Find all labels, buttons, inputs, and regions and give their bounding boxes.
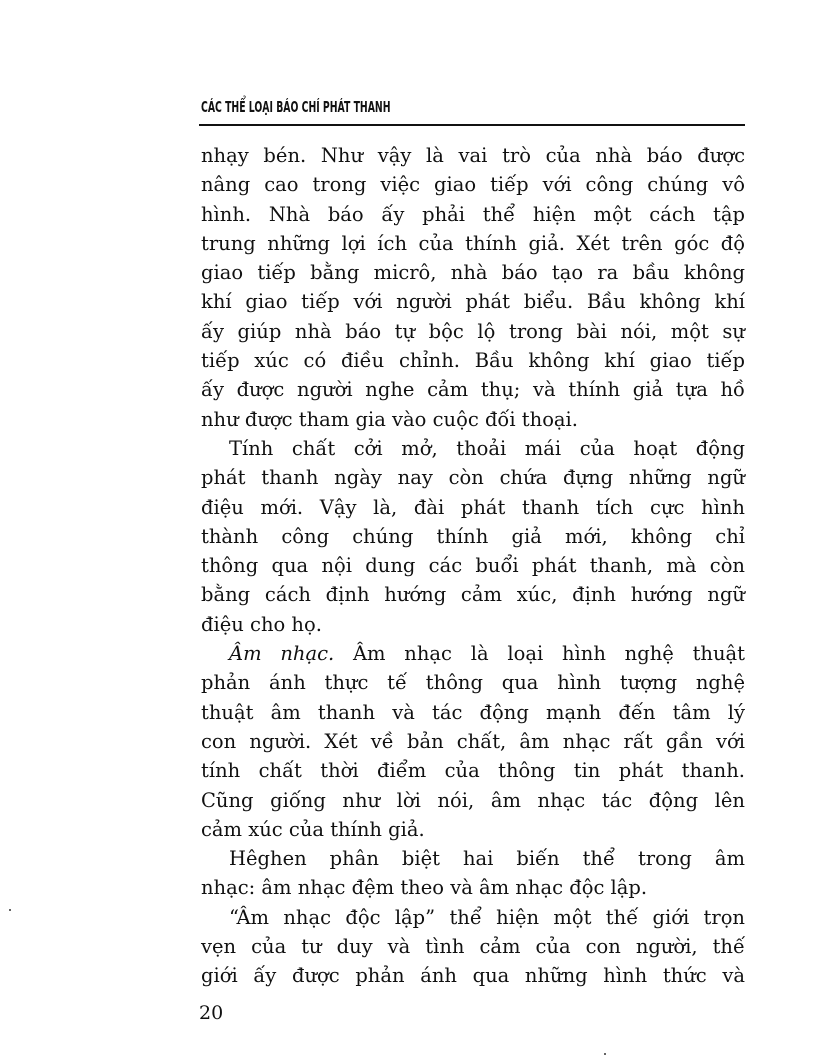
text-line: điệu cho họ. [201, 612, 322, 636]
text-line: điệu mới. Vậy là, đài phát thanh tích cực hình [201, 495, 745, 519]
running-header-title: CÁC THỂ LOẠI BÁO CHÍ PHÁT THANH [201, 98, 391, 116]
text-line: nhạc: âm nhạc đệm theo và âm nhạc độc lập. [201, 876, 648, 900]
text-line: giao tiếp bằng micrô, nhà báo tạo ra bầu không [201, 261, 745, 285]
section-lead-term: Âm nhạc. [229, 642, 335, 666]
text-line: con người. Xét về bản chất, âm nhạc rất gần với [201, 729, 745, 753]
text-line: phản ánh thực tế thông qua hình tượng nghệ [201, 671, 745, 695]
text-line: Tính chất cởi mở, thoải mái của hoạt động [229, 436, 745, 460]
text-line: thuật âm thanh và tác động mạnh đến tâm lý [201, 700, 745, 724]
text-line: giới ấy được phản ánh qua những hình thức và [201, 964, 745, 988]
text-line: ấy giúp nhà báo tự bộc lộ trong bài nói, một sự [201, 319, 745, 343]
text-line: tiếp xúc có điều chỉnh. Bầu không khí giao tiếp [201, 349, 745, 373]
text-line: khí giao tiếp với người phát biểu. Bầu không khí [201, 290, 745, 314]
text-line: vẹn của tư duy và tình cảm của con người, thế [201, 935, 745, 959]
text-line: Hêghen phân biệt hai biến thể trong âm [229, 847, 745, 871]
body-text [201, 141, 745, 991]
text-line: bằng cách định hướng cảm xúc, định hướng ngữ [201, 583, 745, 607]
text-line: nâng cao trong việc giao tiếp với công chúng vô [201, 173, 745, 197]
page-number: 20 [199, 1002, 224, 1024]
text-line: cảm xúc của thính giả. [201, 817, 425, 841]
text-line: như được tham gia vào cuộc đối thoại. [201, 407, 578, 431]
scan-speck [9, 909, 11, 911]
text-line: thông qua nội dung các buổi phát thanh, mà còn [201, 554, 745, 578]
text-line: tính chất thời điểm của thông tin phát thanh. [201, 759, 745, 783]
text-line: trung những lợi ích của thính giả. Xét trên góc độ [201, 231, 745, 255]
text-line: ấy được người nghe cảm thụ; và thính giả tựa hồ [201, 378, 745, 402]
text-line: thành công chúng thính giả mới, không chỉ [201, 524, 745, 548]
text-line: Cũng giống như lời nói, âm nhạc tác động lên [201, 788, 745, 812]
text-line: hình. Nhà báo ấy phải thể hiện một cách tập [201, 202, 745, 226]
text-line: “Âm nhạc độc lập” thể hiện một thế giới trọn [229, 905, 745, 929]
scan-speck [604, 1053, 606, 1055]
text-line [201, 639, 745, 668]
text-line: nhạy bén. Như vậy là vai trò của nhà báo được [201, 144, 745, 167]
text-line-rest: Âm nhạc là loại hình nghệ thuật [334, 642, 745, 666]
header-rule [199, 124, 745, 126]
text-line: phát thanh ngày nay còn chứa đựng những ngữ [201, 466, 745, 490]
